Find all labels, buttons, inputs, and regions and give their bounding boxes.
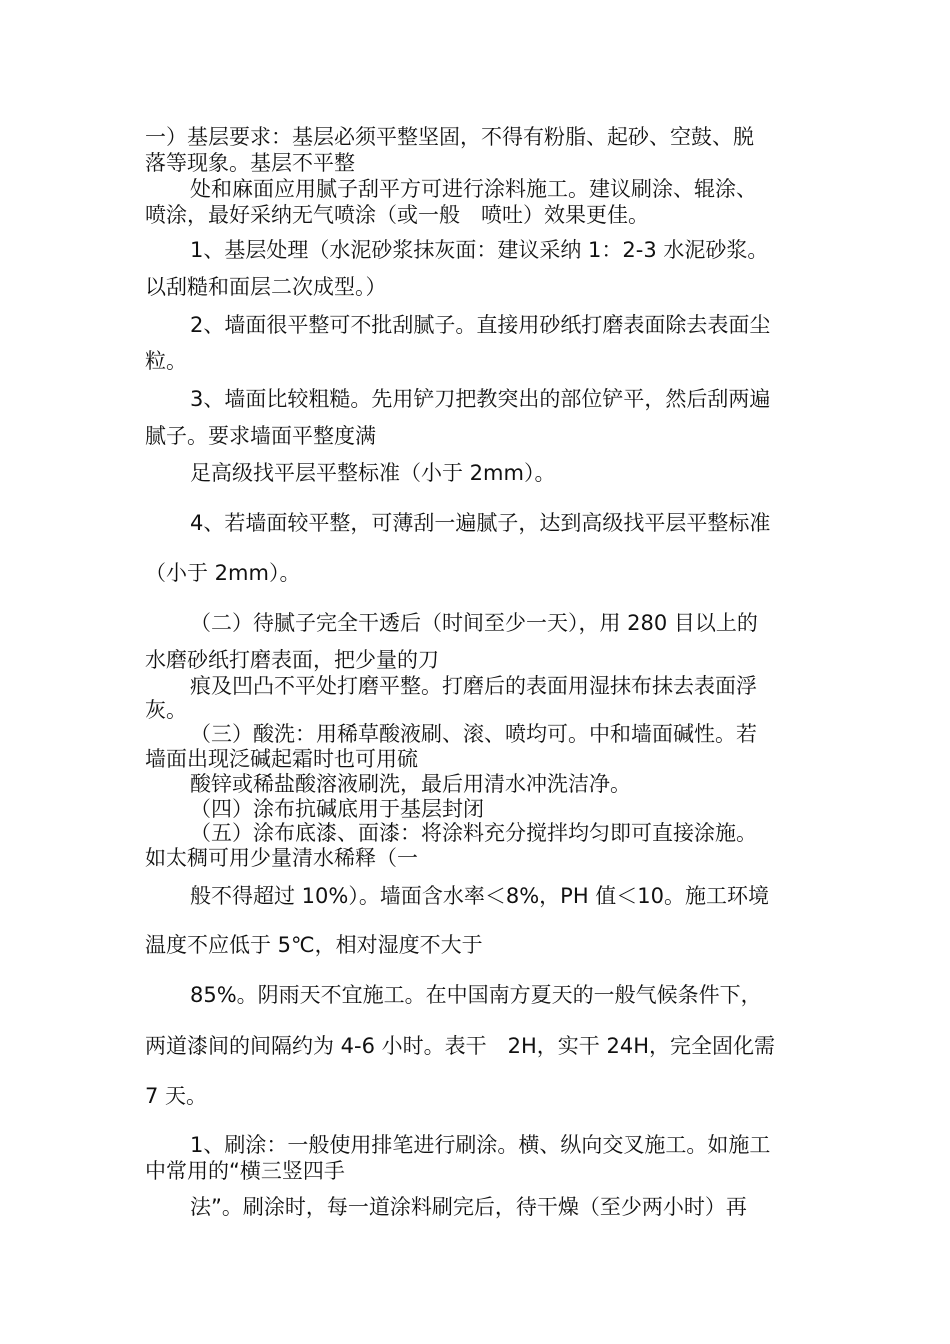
text-line-5: 1、基层处理（水泥砂浆抹灰面：建议采纳 1：2-3 水泥砂浆。 bbox=[190, 238, 769, 262]
text-line-13: （小于 2mm）。 bbox=[145, 561, 301, 585]
text-line-6: 以刮糙和面层二次成型。） bbox=[145, 275, 387, 299]
text-line-8: 粒。 bbox=[145, 349, 187, 373]
text-line-22: （五）涂布底漆、面漆：将涂料充分搅拌均匀即可直接涂施。 bbox=[190, 821, 757, 845]
text-line-23: 如太稠可用少量清水稀释（一 bbox=[145, 846, 418, 870]
text-line-1: 一）基层要求：基层必须平整坚固，不得有粉脂、起砂、空鼓、脱 bbox=[145, 125, 754, 149]
text-line-10: 腻子。要求墙面平整度满 bbox=[145, 424, 376, 448]
text-line-2: 落等现象。基层不平整 bbox=[145, 151, 355, 175]
text-line-17: 灰。 bbox=[145, 698, 187, 722]
text-line-9: 3、墙面比较粗糙。先用铲刀把教突出的部位铲平，然后刮两遍 bbox=[190, 387, 771, 411]
text-line-14: （二）待腻子完全干透后（时间至少一天），用 280 目以上的 bbox=[190, 611, 758, 635]
text-line-30: 中常用的“横三竖四手 bbox=[145, 1159, 345, 1183]
text-line-4: 喷涂，最好采纳无气喷涂（或一般 喷吐）效果更佳。 bbox=[145, 203, 649, 227]
text-line-31: 法”。刷涂时，每一道涂料刷完后，待干燥（至少两小时）再 bbox=[190, 1195, 747, 1219]
text-line-3: 处和麻面应用腻子刮平方可进行涂料施工。建议刷涂、辊涂、 bbox=[190, 177, 757, 201]
text-line-12: 4、若墙面较平整，可薄刮一遍腻子，达到高级找平层平整标准 bbox=[190, 511, 771, 535]
text-line-25: 温度不应低于 5℃，相对湿度不大于 bbox=[145, 933, 483, 957]
text-line-19: 墙面出现泛碱起霜时也可用硫 bbox=[145, 747, 418, 771]
text-line-27: 两道漆间的间隔约为 4-6 小时。表干 2H，实干 24H，完全固化需 bbox=[145, 1034, 775, 1058]
text-line-28: 7 天。 bbox=[145, 1084, 208, 1108]
text-line-26: 85%。阴雨天不宜施工。在中国南方夏天的一般气候条件下， bbox=[190, 983, 762, 1007]
text-line-16: 痕及凹凸不平处打磨平整。打磨后的表面用湿抹布抹去表面浮 bbox=[190, 674, 757, 698]
text-line-21: （四）涂布抗碱底用于基层封闭 bbox=[190, 797, 484, 821]
text-line-7: 2、墙面很平整可不批刮腻子。直接用砂纸打磨表面除去表面尘 bbox=[190, 313, 771, 337]
text-line-15: 水磨砂纸打磨表面，把少量的刀 bbox=[145, 648, 439, 672]
text-line-11: 足高级找平层平整标准（小于 2mm）。 bbox=[190, 461, 556, 485]
text-line-18: （三）酸洗：用稀草酸液刷、滚、喷均可。中和墙面碱性。若 bbox=[190, 722, 757, 746]
text-line-20: 酸锌或稀盐酸溶液刷洗，最后用清水冲洗洁净。 bbox=[190, 772, 631, 796]
text-line-24: 般不得超过 10%）。墙面含水率＜8%，PH 值＜10。施工环境 bbox=[190, 884, 770, 908]
text-line-29: 1、刷涂：一般使用排笔进行刷涂。横、纵向交叉施工。如施工 bbox=[190, 1133, 771, 1157]
